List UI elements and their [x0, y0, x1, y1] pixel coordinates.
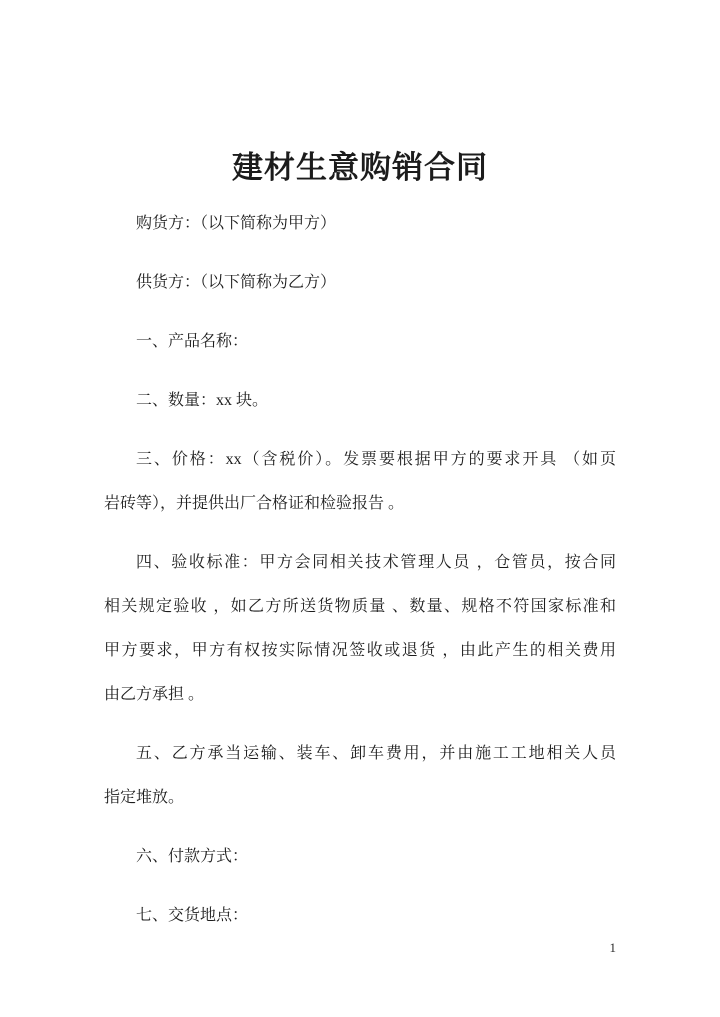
- paragraph: [104, 261, 616, 305]
- text-line: 甲方要求，甲方有权按实际情况签收或退货 ，由此产生的相关费用: [104, 642, 616, 659]
- document-content: [104, 140, 616, 953]
- document-body: [104, 202, 616, 938]
- text-line: 七、交货地点：: [136, 907, 249, 924]
- text-line: 由乙方承担 。: [104, 686, 205, 703]
- text-line: 相关规定验收 ，如乙方所送货物质量 、数量、规格不符国家标准和: [104, 598, 616, 615]
- paragraph: [104, 379, 616, 423]
- text-line: 二、数量：xx 块。: [136, 392, 269, 409]
- text-line: 供货方：（以下简称为乙方）: [136, 274, 337, 291]
- paragraph: [104, 732, 616, 820]
- text-line: 三、价格：xx（含税价）。发票要根据甲方的要求开具 （如页: [136, 451, 616, 468]
- text-line: 六、付款方式：: [136, 848, 249, 865]
- text-line: 五、乙方承当运输、装车、卸车费用，并由施工工地相关人员: [136, 745, 616, 762]
- text-line: 岩砖等），并提供出厂合格证和检验报告 。: [104, 495, 405, 512]
- paragraph: [104, 894, 616, 938]
- text-line: 指定堆放。: [104, 789, 185, 806]
- text-line: 一、产品名称：: [136, 333, 249, 350]
- paragraph: [104, 438, 616, 526]
- paragraph: [104, 320, 616, 364]
- page-number: 1: [609, 940, 616, 955]
- paragraph: [104, 835, 616, 879]
- document-title: 建材生意购销合同: [232, 150, 488, 185]
- text-line: 四、验收标准：甲方会同相关技术管理人员 ，仓管员，按合同: [136, 554, 616, 571]
- text-line: 购货方：（以下简称为甲方）: [136, 215, 337, 232]
- paragraph: [104, 541, 616, 717]
- paragraph: [104, 202, 616, 246]
